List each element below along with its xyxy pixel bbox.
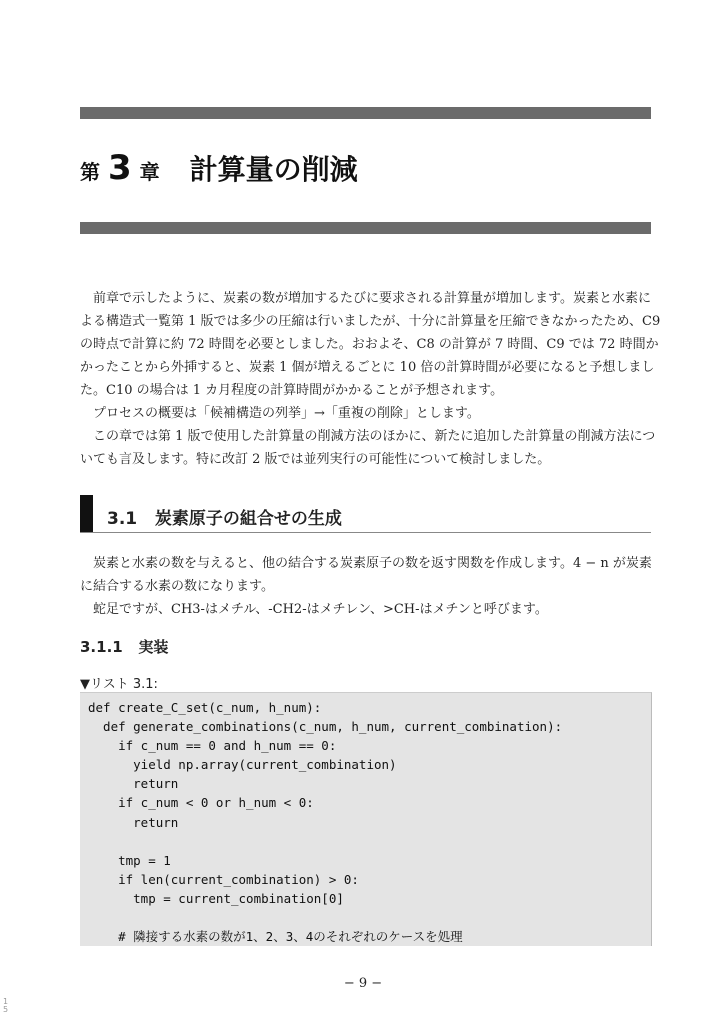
chapter-heading	[80, 148, 358, 188]
section-number: 3.1	[107, 509, 138, 529]
code-listing	[80, 692, 652, 946]
section-text	[80, 552, 651, 621]
text-line: 蛇足ですが、CH3-はメチル、-CH2-はメチレン、>CH-はメチンと呼びます。	[93, 602, 548, 617]
page-number: − 9 −	[343, 976, 383, 991]
chapter-suffix: 章	[139, 160, 160, 184]
section-heading	[80, 495, 651, 533]
subsection-number: 3.1.1	[80, 638, 123, 656]
text-line: よる構造式一覧第 1 版では多少の圧縮は行いましたが、十分に計算量を圧縮できなかったため、C9	[80, 314, 661, 329]
listing-caption: ▼リスト 3.1:	[80, 677, 158, 692]
section-marker	[80, 495, 93, 532]
text-line: かったことから外挿すると、炭素 1 個が増えるごとに 10 倍の計算時間が必要になると予想しまし	[80, 360, 655, 375]
intro-text	[80, 287, 661, 471]
chapter-rule-bottom	[80, 222, 651, 234]
subsection-heading	[80, 636, 168, 657]
text-line: 前章で示したように、炭素の数が増加するたびに要求される計算量が増加します。炭素と水素に	[93, 291, 651, 306]
text-line: プロセスの概要は「候補構造の列挙」→「重複の削除」とします。	[93, 406, 480, 421]
code-text: def create_C_set(c_num, h_num): def generate_combinations(c_num, h_num, current_combination): if c_num == 0 and h_num == 0: yield np.array(current_combination) return if c_num < 0 or h_num < 0: return tmp = 1 if len(current_combination) > 0: tmp = current_combination[0] # 隣接する水素の数が1、2、3、4のそれぞれのケースを処理	[88, 700, 563, 945]
chapter-title: 計算量の削減	[189, 153, 358, 186]
margin-mark: 1 5	[3, 997, 9, 1014]
text-line: いても言及します。特に改訂 2 版では並列実行の可能性について検討しました。	[80, 452, 551, 467]
chapter-prefix: 第	[80, 160, 100, 184]
text-line: 炭素と水素の数を与えると、他の結合する炭素原子の数を返す関数を作成します。4 − n が炭素	[93, 556, 652, 571]
text-line: この章では第 1 版で使用した計算量の削減方法のほかに、新たに追加した計算量の削減方法につ	[93, 429, 656, 444]
subsection-title: 実装	[138, 638, 169, 656]
text-line: の時点で計算に約 72 時間を必要としました。おおよそ、C8 の計算が 7 時間、C9 では 72 時間か	[80, 337, 659, 352]
chapter-number: 3	[108, 148, 132, 188]
text-line: に結合する水素の数になります。	[80, 579, 274, 594]
chapter-rule-top	[80, 107, 651, 119]
section-title: 炭素原子の組合せの生成	[154, 509, 342, 529]
text-line: た。C10 の場合は 1 カ月程度の計算時間がかかることが予想されます。	[80, 383, 504, 398]
